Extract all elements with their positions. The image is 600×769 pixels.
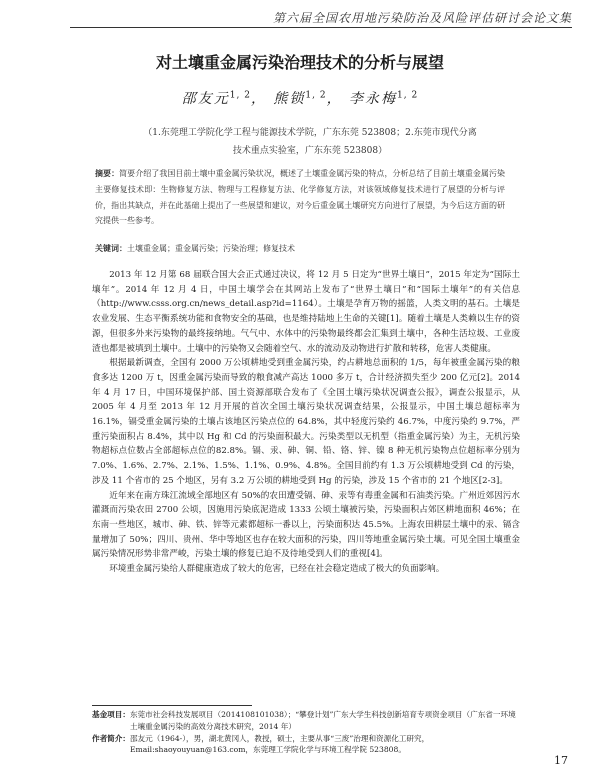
footnote-label: 作者简介： <box>92 733 130 743</box>
keywords <box>95 243 505 254</box>
keywords-text: 土壤重金属；重金属污染；污染治理；修复技术 <box>127 244 295 253</box>
abstract <box>95 166 505 229</box>
running-head: 第六届全国农用地污染防治及风险评估研讨会论文集 <box>272 11 572 25</box>
abstract-text: 简要介绍了我国目前土壤中重金属污染状况，概述了土壤重金属污染的特点，分析总结了目前土壤重金属污染主要修复技术即：生物修复方法、物理与工程修复方法、化学修复方法，对该领域修复技术进行了展望的分析与评价，指出其缺点，并在此基础上提出了一些展望和建议，对今后重金属土壤研究方向进行了展望，为今后这方面的研究提供一些参考。 <box>95 169 505 226</box>
body-paragraph: 环境重金属污染给人群健康造成了较大的危害，已经在社会稳定造成了极大的负面影响。 <box>109 564 445 575</box>
footnote-author-bio <box>92 733 520 757</box>
author-affiliation-mark: 1, 2 <box>397 90 419 101</box>
keywords-label: 关键词： <box>95 243 127 253</box>
header-rule <box>70 27 572 28</box>
page-number: 17 <box>554 754 568 767</box>
footnote-funding <box>92 709 520 733</box>
footnotes <box>92 709 520 756</box>
author-list: 邵友元$^{1, 2}$， 熊锁$^{1, 2}$， 李永梅$^{1, 2}$ <box>181 90 419 107</box>
footnote-text: 邵友元（1964-），男，湖北黄冈人，教授，硕士，主要从事“三废”治理和资源化工研究，Email:shaoyouyuan@163.com，东莞理工学院化学与环境工程学院 523808。 <box>129 733 430 755</box>
body-paragraph: 根据最新调查，全国有 2000 万公顷耕地受到重金属污染，约占耕地总面积的 1/5，每年被重金属污染的粮食多达 1200 万 t，因重金属污染而导致的粮食减产高达 1000 多万 t，合计经济损失至少 200 亿元[2]。2014 年 4 月 17 日，中国环境保护部、国土资源部联合发布了《全国土壤污染状况调查公报》，调查公报显示，从 2005 年 4 月至 2013 年 12 月开展的首次全国土壤污染状况调查结果，公报显示，中国土壤总超标率为16.1%，镉受重金属污染的土壤占该地区污染点位的 64.8%，其中轻度污染约 46.7%，中度污染约 9.7%，严重污染面积占 8.4%，其中以 Hg 和 Cd 的污染面积最大。污染类型以无机型（指重金属污染）为主，无机污染物超标点位数占全部超标点位的82.8%。镉、汞、砷、铜、铅、铬、锌、镍 8 种无机污染物点位超标率分别为 7.0%、1.6%、2.7%、2.1%、1.5%、1.1%、0.9%、4.8%。全国目前约有 1.3 万公顷耕地受到 Cd 的污染，涉及 11 个省市的 25 个地区，另有 3.2 万公顷的耕地受到 Hg 的污染，涉及 15 个省市的 21 个地区[2-3]。 <box>92 358 520 486</box>
abstract-label: 摘要： <box>95 168 120 178</box>
author-affiliation-mark: 1, 2 <box>229 90 251 101</box>
affiliation-block <box>110 124 510 160</box>
author-affiliation-mark: 1, 2 <box>305 90 327 101</box>
footnote-text: 东莞市社会科技发展项目（2014108101038）；“攀登计划”广东大学生科技创新培育专项资金项目（广东省一环境土壤重金属污染的高效分离技术研究，2014 年） <box>129 710 516 731</box>
author-name: 熊锁 <box>273 91 306 107</box>
body-paragraph: 2013 年 12 月第 68 届联合国大会正式通过决议，将 12 月 5 日定为“世界土壤日”，2015 年定为“国际土壤年”。2014 年 12 月 4 日，中国土壤学会在其网站上发布了“世界土壤日”和“国际土壤年”的有关信息（http://www.csss.org.cn/news_detail.asp?id=1164）。土壤是孕育万物的摇篮，人类文明的基石。土壤是农业发展、生态平衡系统功能和食物安全的基础，也是维持陆地上生命的关键[1]。随着土壤是人类赖以生存的资源，但很多外来污染物的最终接纳地。气气中、水体中的污染物最终都会汇集到土壤中，各种生活垃圾、工业废渣也都是被填到土壤中。土壤中的污染物又会随着空气、水的流动及动物进行扩散和转移，危害人类健康。 <box>92 270 520 354</box>
body-text <box>92 268 520 577</box>
body-paragraph: 近年来在南方珠江流域全部地区有 50%的农田遭受镉、砷、汞等有毒重金属和石油类污染。广州近郊因污水灌溉而污染农田 2700 公顷，因施用污染底泥造成 1333 公顷土壤被污染，污染面积占郊区耕地面积 46%；在东南一些地区，城市、砷、铁、锌等元素都超标一番以上，污染面积达 45.5%。上海农田耕层土壤中的汞、镉含量增加了 50%；四川、贵州、华中等地区也存在较大面积的污染，四川等地重金属污染土壤。可见全国土壤重金属污染情况形势非常严峻，污染土壤的修复已迫不及待地受到人们的重视[4]。 <box>92 490 520 560</box>
author-name: 邵友元 <box>181 91 230 107</box>
paper-title: 对土壤重金属污染治理技术的分析与展望 <box>155 53 444 72</box>
affiliation-line: 技术重点实验室，广东东莞 523808） <box>232 146 388 156</box>
affiliation-line: （1.东莞理工学院化学工程与能源技术学院，广东东莞 523808；2.东莞市现代分离 <box>143 128 477 138</box>
author-name: 李永梅 <box>349 91 398 107</box>
footnote-label: 基金项目： <box>92 710 130 719</box>
footnote-rule <box>92 705 252 706</box>
